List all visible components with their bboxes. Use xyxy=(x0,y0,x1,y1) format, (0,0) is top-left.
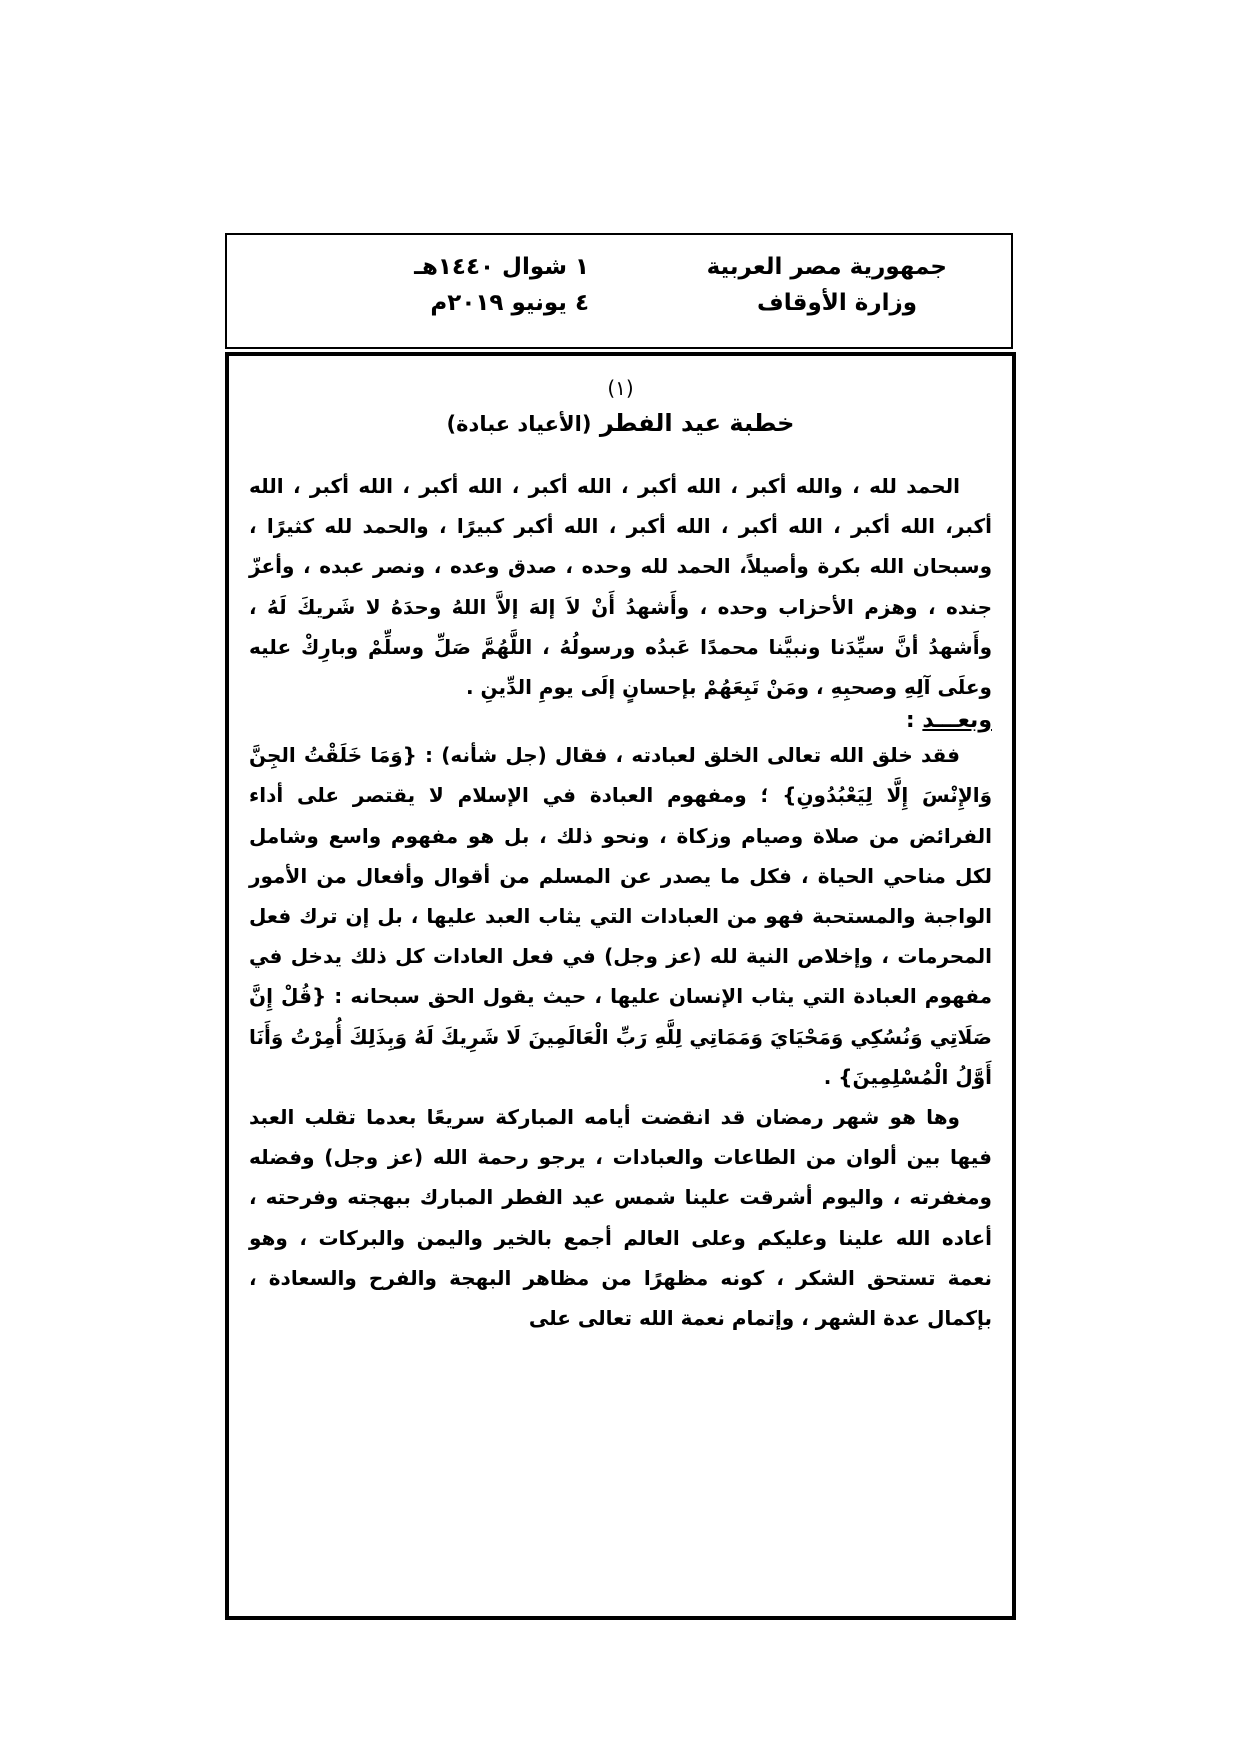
hijri-date: ١ شوال ١٤٤٠هـ xyxy=(414,254,589,280)
paragraph-2: وها هو شهر رمضان قد انقضت أيامه المباركة سريعًا بعدما تقلب العبد فيها بين ألوان من الطاعات والعبادات ، يرجو رحمة الله (عز وجل) وفضله ومغفرته ، واليوم أشرقت علينا شمس عيد الفطر المبارك ببهجته وفرحته ، أعاده الله علينا وعليكم وعلى العالم أجمع بالخير واليمن والبركات ، وهو نعمة تستحق الشكر ، كونه مظهرًا من مظاهر البهجة والفرح والسعادة ، بإكمال عدة الشهر ، وإتمام نعمة الله تعالى على xyxy=(249,1105,992,1331)
date-block xyxy=(414,249,589,321)
issuer-block xyxy=(707,249,947,321)
gregorian-date: ٤ يونيو ٢٠١٩م xyxy=(430,290,589,316)
khutba-title-line xyxy=(229,406,1012,441)
header-box xyxy=(225,233,1013,349)
wabaad-colon: : xyxy=(905,708,923,734)
khutba-subtitle: (الأعياد عبادة) xyxy=(446,412,592,436)
khutba-body xyxy=(249,466,992,1338)
paragraph-1: فقد خلق الله تعالى الخلق لعبادته ، فقال (جل شأنه) : {وَمَا خَلَقْتُ الجِنَّ وَالإِنْسَ إِلَّا لِيَعْبُدُونِ} ؛ ومفهوم العبادة في الإسلام لا يقتصر على أداء الفرائض من صلاة وصيام وزكاة ، ونحو ذلك ، بل هو مفهوم واسع وشامل لكل مناحي الحياة ، فكل ما يصدر عن المسلم من أقوال وأفعال من الأمور الواجبة والمستحبة فهو من العبادات التي يثاب العبد عليها ، بل إن ترك فعل المحرمات ، وإخلاص النية لله (عز وجل) في فعل العادات كل ذلك يدخل في مفهوم العبادة التي يثاب الإنسان عليها ، حيث يقول الحق سبحانه : {قُلْ إِنَّ صَلَاتِي وَنُسُكِي وَمَحْيَايَ وَمَمَاتِي لِلَّهِ رَبِّ الْعَالَمِينَ لَا شَرِيكَ لَهُ وَبِذَلِكَ أُمِرْتُ وَأَنَا أَوَّلُ الْمُسْلِمِينَ} . xyxy=(249,743,992,1089)
intro-paragraph: الحمد لله ، والله أكبر ، الله أكبر ، الله أكبر ، الله أكبر ، الله أكبر ، الله أكبر، الله أكبر ، الله أكبر ، الله أكبر ، الله أكبر كبيرًا ، والحمد لله كثيرًا ، وسبحان الله بكرة وأصيلاً، الحمد لله وحده ، صدق وعده ، ونصر عبده ، وأعزّ جنده ، وهزم الأحزاب وحده ، وأَشهدُ أَنْ لاَ إلهَ إلاَّ اللهُ وحدَهُ لا شَريكَ لَهُ ، وأَشهدُ أنَّ سيِّدَنا ونبيَّنا محمدًا عَبدُه ورسولُهُ ، اللَّهُمَّ صَلِّ وسلِّمْ وبارِكْ عليه وعلَى آلِهِ وصحبِهِ ، ومَنْ تَبِعَهُمْ بإحسانٍ إلَى يومِ الدِّينِ . xyxy=(249,474,992,700)
wabaad-line xyxy=(249,707,992,735)
wabaad-heading: وبعـــد xyxy=(922,708,992,734)
khutba-box xyxy=(225,352,1016,1620)
khutba-number: (١) xyxy=(607,376,634,400)
country-name: جمهورية مصر العربية xyxy=(706,254,947,280)
khutba-title: خطبة عيد الفطر xyxy=(599,409,795,437)
ministry-name: وزارة الأوقاف xyxy=(757,290,917,316)
